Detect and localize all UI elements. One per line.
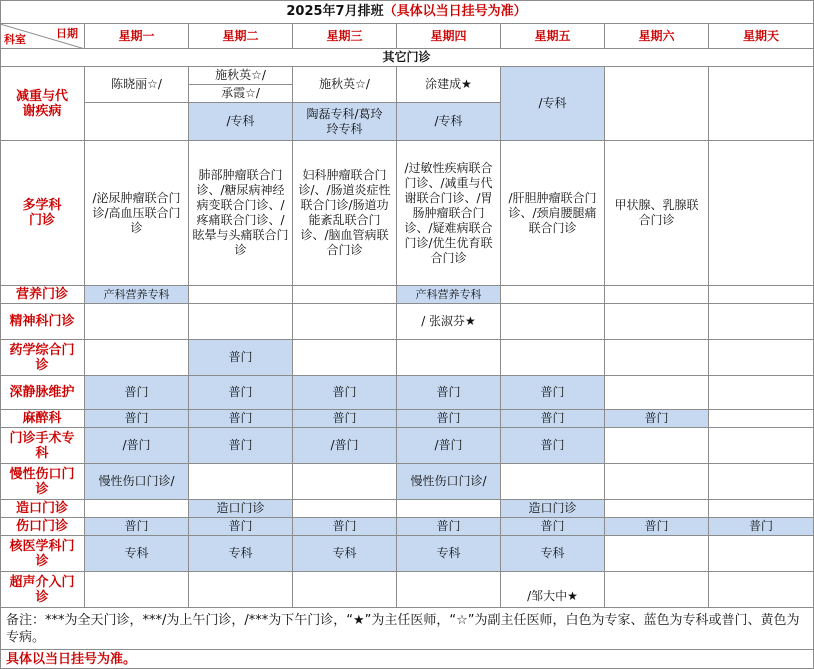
cell-nutrition-fri xyxy=(501,286,605,304)
cell-surgery-sat xyxy=(605,428,709,464)
cell-chronic-sat xyxy=(605,464,709,500)
cell-surgery-thu: /普门 xyxy=(397,428,501,464)
cell-surgery-sun xyxy=(709,428,814,464)
cell-anes-sat: 普门 xyxy=(605,410,709,428)
row-label-ultrasound: 超声介入门诊 xyxy=(0,572,85,608)
cell-deepvein-fri: 普门 xyxy=(501,376,605,410)
day-header-wed: 星期三 xyxy=(293,24,397,49)
cell-ultrasound-fri: /邹大中★ xyxy=(501,572,605,608)
cell-anes-mon: 普门 xyxy=(85,410,189,428)
cell-nuclear-fri: 专科 xyxy=(501,536,605,572)
cell-nuclear-tue: 专科 xyxy=(189,536,293,572)
row-label-weight: 减重与代谢疾病 xyxy=(0,67,85,141)
cell-deepvein-tue: 普门 xyxy=(189,376,293,410)
cell-surgery-wed: /普门 xyxy=(293,428,397,464)
cell-pharmacy-thu xyxy=(397,340,501,376)
cell-deepvein-sat xyxy=(605,376,709,410)
cell-psych-wed xyxy=(293,304,397,340)
row-label-nuclear: 核医学科门诊 xyxy=(0,536,85,572)
day-header-tue: 星期二 xyxy=(189,24,293,49)
cell-stoma-tue: 造口门诊 xyxy=(189,500,293,518)
cell-anes-thu: 普门 xyxy=(397,410,501,428)
cell-psych-tue xyxy=(189,304,293,340)
day-header-fri: 星期五 xyxy=(501,24,605,49)
cell-weight-mon-pm xyxy=(85,103,189,141)
cell-stoma-thu xyxy=(397,500,501,518)
row-label-stoma: 造口门诊 xyxy=(0,500,85,518)
cell-anes-fri: 普门 xyxy=(501,410,605,428)
cell-weight-tue-pm: /专科 xyxy=(189,103,293,141)
cell-psych-sun xyxy=(709,304,814,340)
cell-chronic-thu: 慢性伤口门诊/ xyxy=(397,464,501,500)
cell-weight-tue-2: 承霞☆/ xyxy=(189,85,293,103)
cell-weight-thu-am: 涂建成★ xyxy=(397,67,501,103)
cell-anes-sun xyxy=(709,410,814,428)
cell-nuclear-mon: 专科 xyxy=(85,536,189,572)
row-label-deepvein: 深静脉维护 xyxy=(0,376,85,410)
corner-dept-label: 科室 xyxy=(4,33,26,46)
cell-weight-sat xyxy=(605,67,709,141)
cell-psych-sat xyxy=(605,304,709,340)
cell-wound-thu: 普门 xyxy=(397,518,501,536)
cell-weight-tue-1: 施秋英☆/ xyxy=(189,67,293,85)
cell-deepvein-thu: 普门 xyxy=(397,376,501,410)
row-label-surgery: 门诊手术专科 xyxy=(0,428,85,464)
row-label-chronic-wound: 慢性伤口门诊 xyxy=(0,464,85,500)
cell-mdt-thu: /过敏性疾病联合门诊、/减重与代谢联合门诊、/胃肠肿瘤联合门诊、/疑难病联合门诊/优生优育联合门诊 xyxy=(397,141,501,286)
cell-surgery-tue: 普门 xyxy=(189,428,293,464)
cell-anes-wed: 普门 xyxy=(293,410,397,428)
cell-ultrasound-sun xyxy=(709,572,814,608)
cell-stoma-fri: 造口门诊 xyxy=(501,500,605,518)
footer-notice: 具体以当日挂号为准。 xyxy=(0,650,814,669)
cell-weight-wed-pm: 陶磊专科/葛玲玲专科 xyxy=(293,103,397,141)
cell-nuclear-sat xyxy=(605,536,709,572)
cell-stoma-sat xyxy=(605,500,709,518)
cell-psych-thu: / 张淑芬★ xyxy=(397,304,501,340)
row-label-wound: 伤口门诊 xyxy=(0,518,85,536)
cell-chronic-fri xyxy=(501,464,605,500)
cell-nutrition-tue xyxy=(189,286,293,304)
corner-date-label: 日期 xyxy=(56,27,78,40)
day-header-sat: 星期六 xyxy=(605,24,709,49)
cell-pharmacy-fri xyxy=(501,340,605,376)
cell-wound-fri: 普门 xyxy=(501,518,605,536)
cell-ultrasound-thu xyxy=(397,572,501,608)
cell-ultrasound-mon xyxy=(85,572,189,608)
cell-weight-wed-am: 施秋英☆/ xyxy=(293,67,397,103)
sheet-title xyxy=(0,0,814,24)
cell-surgery-mon: /普门 xyxy=(85,428,189,464)
cell-wound-wed: 普门 xyxy=(293,518,397,536)
cell-weight-thu-pm: /专科 xyxy=(397,103,501,141)
cell-mdt-tue: 肺部肿瘤联合门诊、/糖尿病神经病变联合门诊、/疼痛联合门诊、/眩晕与头痛联合门诊 xyxy=(189,141,293,286)
section-other-clinics: 其它门诊 xyxy=(0,49,814,67)
cell-weight-sun xyxy=(709,67,814,141)
cell-mdt-sun xyxy=(709,141,814,286)
title-text: 2025年7月排班 xyxy=(286,4,384,19)
cell-nutrition-wed xyxy=(293,286,397,304)
cell-chronic-sun xyxy=(709,464,814,500)
cell-chronic-tue xyxy=(189,464,293,500)
cell-ultrasound-wed xyxy=(293,572,397,608)
cell-chronic-mon: 慢性伤口门诊/ xyxy=(85,464,189,500)
cell-deepvein-wed: 普门 xyxy=(293,376,397,410)
cell-wound-mon: 普门 xyxy=(85,518,189,536)
cell-nutrition-thu: 产科营养专科 xyxy=(397,286,501,304)
cell-nuclear-thu: 专科 xyxy=(397,536,501,572)
cell-pharmacy-mon xyxy=(85,340,189,376)
cell-mdt-wed: 妇科肿瘤联合门诊/、/肠道炎症性联合门诊/肠道功能紊乱联合门诊、/脑血管病联合门诊 xyxy=(293,141,397,286)
cell-pharmacy-sat xyxy=(605,340,709,376)
row-label-mdt: 多学科门诊 xyxy=(0,141,85,286)
cell-psych-fri xyxy=(501,304,605,340)
cell-mdt-mon: /泌尿肿瘤联合门诊/高血压联合门诊 xyxy=(85,141,189,286)
cell-nutrition-sat xyxy=(605,286,709,304)
cell-psych-mon xyxy=(85,304,189,340)
row-label-pharmacy: 药学综合门诊 xyxy=(0,340,85,376)
row-label-anesthesia: 麻醉科 xyxy=(0,410,85,428)
cell-ultrasound-sat xyxy=(605,572,709,608)
cell-pharmacy-sun xyxy=(709,340,814,376)
row-label-psych: 精神科门诊 xyxy=(0,304,85,340)
cell-deepvein-sun xyxy=(709,376,814,410)
cell-mdt-sat: 甲状腺、乳腺联合门诊 xyxy=(605,141,709,286)
cell-ultrasound-tue xyxy=(189,572,293,608)
cell-weight-fri: /专科 xyxy=(501,67,605,141)
cell-mdt-fri: /肝胆肿瘤联合门诊、/颈肩腰腿痛联合门诊 xyxy=(501,141,605,286)
cell-anes-tue: 普门 xyxy=(189,410,293,428)
cell-stoma-wed xyxy=(293,500,397,518)
cell-wound-sat: 普门 xyxy=(605,518,709,536)
cell-stoma-sun xyxy=(709,500,814,518)
cell-surgery-fri: 普门 xyxy=(501,428,605,464)
day-header-thu: 星期四 xyxy=(397,24,501,49)
cell-nuclear-wed: 专科 xyxy=(293,536,397,572)
cell-wound-tue: 普门 xyxy=(189,518,293,536)
day-header-sun: 星期天 xyxy=(709,24,814,49)
cell-pharmacy-wed xyxy=(293,340,397,376)
row-label-nutrition: 营养门诊 xyxy=(0,286,85,304)
cell-nuclear-sun xyxy=(709,536,814,572)
cell-stoma-mon xyxy=(85,500,189,518)
footer-note: 备注：***为全天门诊，***/为上午门诊，/***为下午门诊，“★”为主任医师，“☆”为副主任医师，白色为专家、蓝色为专科或普门、黄色为专病。 xyxy=(0,608,814,650)
day-header-mon: 星期一 xyxy=(85,24,189,49)
cell-nutrition-sun xyxy=(709,286,814,304)
cell-wound-sun: 普门 xyxy=(709,518,814,536)
cell-pharmacy-tue: 普门 xyxy=(189,340,293,376)
cell-deepvein-mon: 普门 xyxy=(85,376,189,410)
cell-nutrition-mon: 产科营养专科 xyxy=(85,286,189,304)
title-note: （具体以当日挂号为准） xyxy=(383,4,527,19)
cell-chronic-wed xyxy=(293,464,397,500)
corner-header xyxy=(0,24,85,49)
cell-weight-mon-am: 陈晓丽☆/ xyxy=(85,67,189,103)
